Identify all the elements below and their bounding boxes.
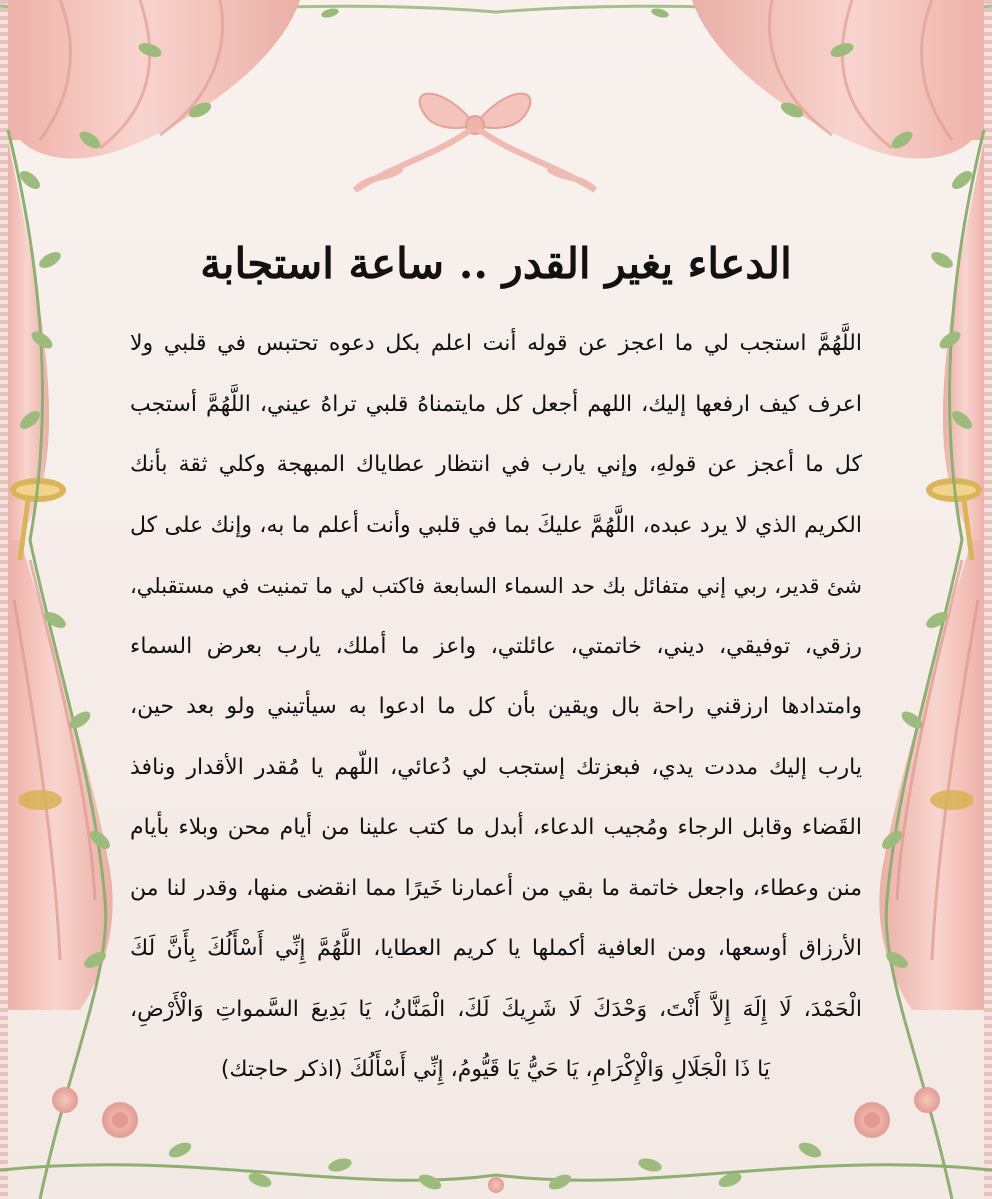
- text-line-4: الكريم الذي لا يرد عبده، اللَّهُمَّ عليكَ بما في قلبي وأنت أعلم ما به، وإنك على كل: [130, 512, 862, 538]
- prayer-text-block: [130, 222, 862, 1101]
- text-line-12: الْحَمْدَ، لَا إِلَهَ إِلاَّ أَنْتَ، وَحْدَكَ لَا شَرِيكَ لَكَ، الْمَنَّانُ، يَا بَدِيعَ السَّمواتِ وَالْأَرْضِ،: [130, 996, 862, 1022]
- text-line-9: القَضاء وقابل الرجاء ومُجيب الدعاء، أبدل ما كتب علينا من أيام محن وبلاء بأيام: [130, 815, 862, 840]
- ribbon-bow-icon: [355, 94, 595, 190]
- text-line-1: اللَّهُمَّ استجب لي ما اعجز عن قوله أنت اعلم بكل دعوه تحتبس في قلبي ولا: [130, 331, 862, 356]
- page-title: الدعاء يغير القدر .. ساعة استجابة: [200, 239, 792, 288]
- text-line-3: كل ما أعجز عن قولهِ، وإني يارب في انتظار عطاياك المبهجة وكلي ثقة بأنك: [130, 452, 862, 477]
- text-line-7: وامتدادها ارزقني راحة بال ويقين بأن كل ما ادعوا به سيأتيني ولو بعد حين،: [130, 694, 862, 719]
- rose-icon: [52, 1087, 940, 1193]
- text-line-13: يَا ذَا الْجَلَالِ وَالْإِكْرَامِ، يَا حَيُّ يَا قَيُّومُ، إِنِّي أَسْأَلُكَ (اذكر حاجتك): [220, 1057, 770, 1082]
- text-line-11: الأرزاق أوسعها، ومن العافية أكملها يا كريم العطايا، اللَّهُمَّ إِنِّي أَسْأَلُكَ بِأَنَّ لَكَ: [130, 936, 862, 961]
- text-line-2: اعرف كيف ارفعها إليك، اللهم أجعل كل مايتمناهُ قلبي تراهُ عيني، اللَّهُمَّ أستجب: [130, 391, 862, 417]
- text-line-10: منن وعطاء، واجعل خاتمة ما بقي من أعمارنا خَيرًا مما انقضى منها، وقدر لنا من: [130, 875, 862, 901]
- text-line-6: رزقي، توفيقي، ديني، خاتمتي، عائلتي، واعز ما أملك، يارب بعرض السماء: [130, 633, 862, 659]
- text-line-8: يارب إليك مددت يدي، فبعزتك إستجب لي دُعائي، اللّهم يا مُقدر الأقدار ونافذ: [130, 754, 862, 780]
- text-line-5: شئ قدير، ربي إني متفائل بك حد السماء السابعة فاكتب لي ما تمنيت في مستقبلي،: [130, 574, 862, 598]
